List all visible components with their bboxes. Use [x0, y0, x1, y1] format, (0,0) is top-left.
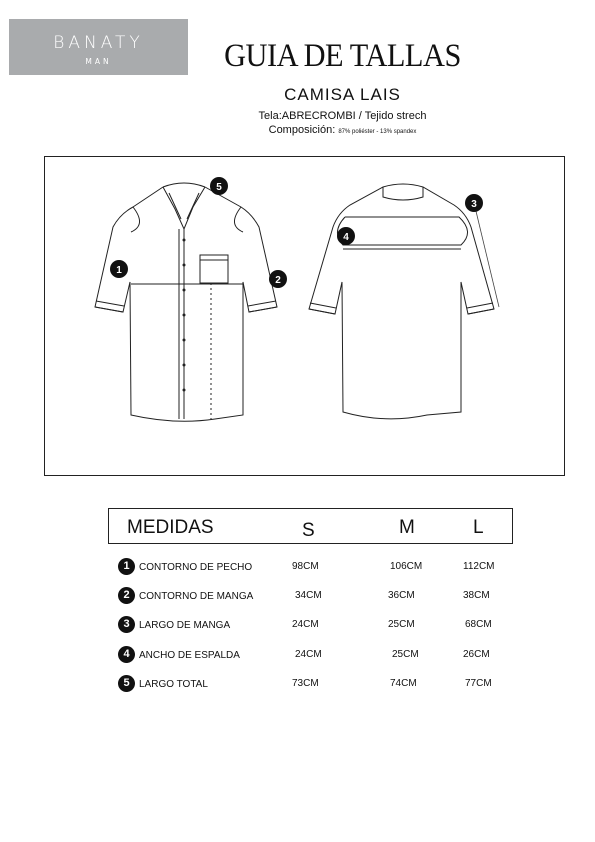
table-row	[118, 616, 518, 636]
logo-sub-text: MAN	[85, 57, 112, 66]
value-l: 77CM	[465, 678, 492, 689]
value-m: 106CM	[390, 561, 423, 572]
row-number: 2	[118, 587, 135, 604]
row-label: LARGO TOTAL	[139, 679, 208, 690]
table-row	[118, 646, 518, 666]
row-label: ANCHO DE ESPALDA	[139, 650, 240, 661]
row-number: 1	[118, 558, 135, 575]
composition-value: 87% poliéster - 13% spandex	[338, 129, 417, 135]
measure-lines	[475, 207, 499, 307]
value-s: 73CM	[292, 678, 319, 689]
header-size-m: M	[399, 517, 415, 538]
marker-5-label: 5	[216, 182, 222, 193]
marker-4-label: 4	[343, 232, 349, 243]
composition-label: Composición:	[268, 124, 336, 136]
shirt-front-drawing	[95, 183, 277, 421]
row-number: 5	[118, 675, 135, 692]
brand-logo	[9, 19, 188, 75]
composition-info	[200, 124, 485, 136]
shirt-diagram	[44, 156, 565, 476]
fabric-info: Tela:ABRECROMBI / Tejido strech	[258, 110, 427, 122]
row-label: CONTORNO DE PECHO	[139, 562, 253, 573]
product-name: CAMISA LAIS	[284, 85, 401, 104]
shirt-back-drawing	[309, 184, 494, 419]
header-size-s: S	[302, 520, 315, 541]
row-number: 4	[118, 646, 135, 663]
marker-1	[110, 260, 128, 278]
value-s: 34CM	[295, 590, 322, 601]
logo-brand-text: BANATY	[53, 33, 144, 53]
marker-2	[269, 270, 287, 288]
value-s: 24CM	[292, 619, 319, 630]
value-m: 25CM	[392, 649, 419, 660]
marker-3-label: 3	[471, 199, 477, 210]
value-m: 74CM	[390, 678, 417, 689]
marker-1-label: 1	[116, 265, 122, 276]
row-label: CONTORNO DE MANGA	[139, 591, 254, 602]
marker-4	[337, 227, 355, 245]
value-l: 68CM	[465, 619, 492, 630]
table-row	[118, 558, 518, 578]
value-l: 26CM	[463, 649, 490, 660]
table-row	[118, 587, 518, 607]
size-table-header	[108, 508, 513, 544]
row-label: LARGO DE MANGA	[139, 620, 231, 631]
value-s: 98CM	[292, 561, 319, 572]
marker-5	[210, 177, 228, 195]
marker-3	[465, 194, 483, 212]
shirt-drawings	[45, 157, 566, 477]
header-size-l: L	[473, 517, 484, 538]
page-title: GUIA DE TALLAS	[224, 38, 461, 74]
value-m: 25CM	[388, 619, 415, 630]
value-l: 112CM	[463, 561, 495, 572]
value-m: 36CM	[388, 590, 415, 601]
value-l: 38CM	[463, 590, 490, 601]
table-row	[118, 675, 518, 695]
value-s: 24CM	[295, 649, 322, 660]
row-number: 3	[118, 616, 135, 633]
marker-2-label: 2	[275, 275, 281, 286]
header-medidas: MEDIDAS	[127, 517, 214, 538]
